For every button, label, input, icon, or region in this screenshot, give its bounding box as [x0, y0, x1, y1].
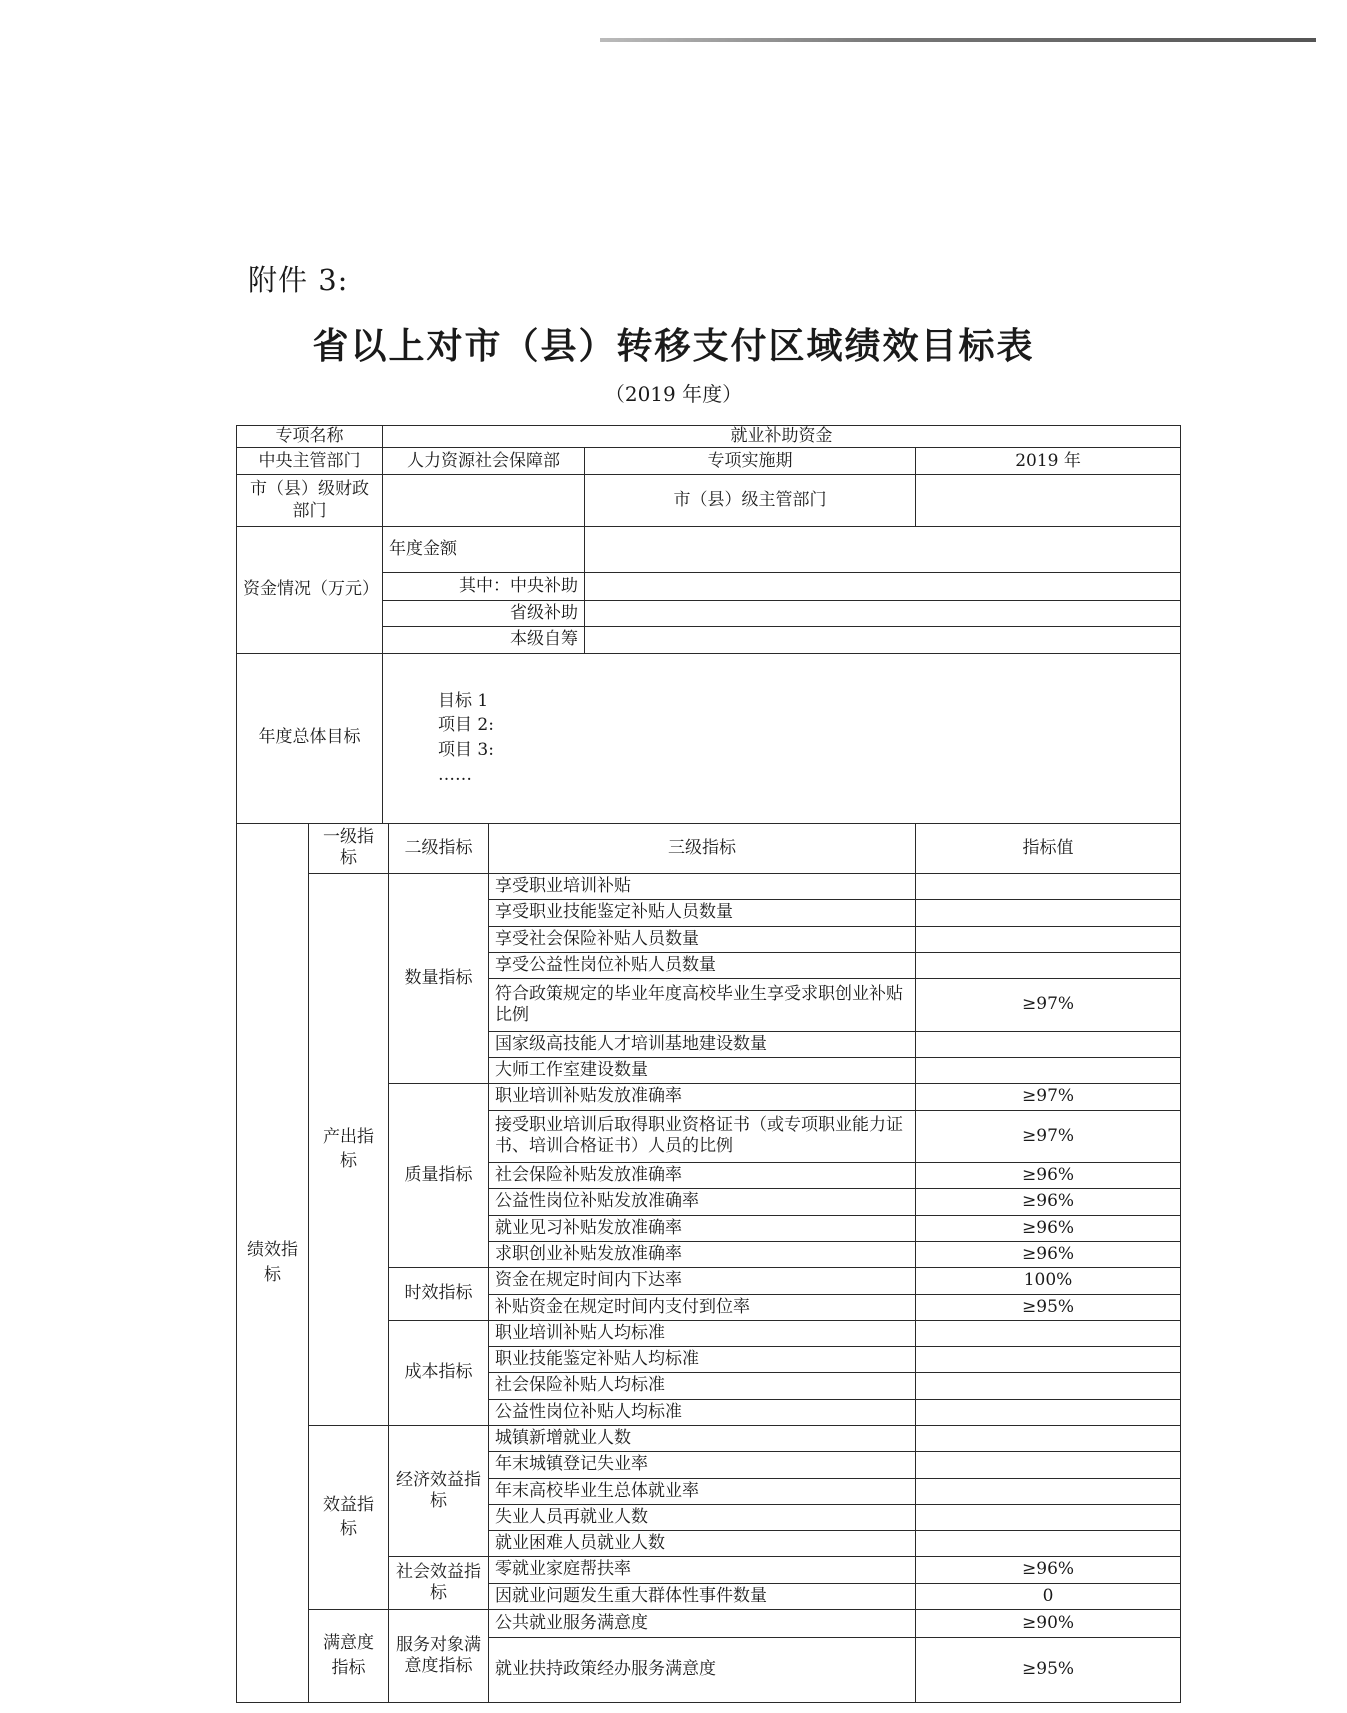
- funds-annual-label: 年度金额: [383, 527, 585, 572]
- funds-local-label: 本级自筹: [383, 627, 585, 653]
- output-indicator-label: 产出指标: [309, 874, 389, 1426]
- performance-target-table: [236, 425, 1181, 1703]
- indicator-name: 就业困难人员就业人数: [489, 1531, 916, 1557]
- col-value-header: 指标值: [916, 823, 1181, 874]
- indicator-value: [916, 1452, 1181, 1478]
- indicator-value: ≥95%: [916, 1638, 1181, 1703]
- funds-central-label: 其中：中央补助: [383, 572, 585, 600]
- project-name-value: 就业补助资金: [383, 426, 1181, 448]
- attachment-label: 附件 3:: [248, 263, 349, 297]
- document-subtitle: （2019 年度）: [604, 382, 743, 406]
- goal-item: ……: [438, 764, 472, 785]
- funds-local-value: [585, 627, 1181, 653]
- indicator-name: 符合政策规定的毕业年度高校毕业生享受求职创业补贴比例: [489, 979, 916, 1032]
- indicator-name: 公共就业服务满意度: [489, 1609, 916, 1637]
- funds-label: 资金情况（万元）: [237, 527, 383, 653]
- benefit-indicator-label: 效益指标: [309, 1425, 389, 1609]
- period-value: 2019 年: [916, 448, 1181, 474]
- goal-item: 项目 3:: [438, 740, 494, 761]
- indicator-name: 因就业问题发生重大群体性事件数量: [489, 1583, 916, 1609]
- social-indicator-label: 社会效益指标: [389, 1557, 489, 1610]
- indicator-name: 年末高校毕业生总体就业率: [489, 1478, 916, 1504]
- indicator-value: [916, 1031, 1181, 1057]
- indicator-name: 社会保险补贴人均标准: [489, 1373, 916, 1399]
- indicator-value: [916, 1347, 1181, 1373]
- indicator-value: ≥96%: [916, 1241, 1181, 1267]
- service-satisfaction-label: 服务对象满意度指标: [389, 1609, 489, 1702]
- document-title: 省以上对市（县）转移支付区域绩效目标表: [312, 326, 1035, 367]
- indicator-value: ≥96%: [916, 1215, 1181, 1241]
- funds-central-value: [585, 572, 1181, 600]
- indicator-name: 职业培训补贴发放准确率: [489, 1084, 916, 1110]
- satisfaction-indicator-label: 满意度指标: [309, 1609, 389, 1702]
- indicator-value: ≥96%: [916, 1557, 1181, 1583]
- goal-item: 目标 1: [438, 690, 489, 711]
- indicator-value: [916, 926, 1181, 952]
- timeliness-indicator-label: 时效指标: [389, 1268, 489, 1321]
- indicator-name: 职业培训补贴人均标准: [489, 1320, 916, 1346]
- col-level3-header: 三级指标: [489, 823, 916, 874]
- indicator-value: [916, 1373, 1181, 1399]
- period-label: 专项实施期: [585, 448, 916, 474]
- indicator-value: ≥96%: [916, 1163, 1181, 1189]
- indicator-value: [916, 1058, 1181, 1084]
- indicator-value: ≥97%: [916, 979, 1181, 1032]
- indicator-name: 公益性岗位补贴人均标准: [489, 1399, 916, 1425]
- indicator-value: [916, 900, 1181, 926]
- project-name-label: 专项名称: [237, 426, 383, 448]
- indicator-name: 零就业家庭帮扶率: [489, 1557, 916, 1583]
- indicator-name: 享受公益性岗位补贴人员数量: [489, 952, 916, 978]
- indicator-name: 职业技能鉴定补贴人均标准: [489, 1347, 916, 1373]
- indicator-value: ≥96%: [916, 1189, 1181, 1215]
- city-dept-label: 市（县）级主管部门: [585, 474, 916, 527]
- indicator-name: 享受职业培训补贴: [489, 874, 916, 900]
- indicator-value: [916, 1478, 1181, 1504]
- indicator-value: [916, 1399, 1181, 1425]
- goal-item: 项目 2:: [438, 715, 494, 736]
- quality-indicator-label: 质量指标: [389, 1084, 489, 1268]
- indicator-value: [916, 874, 1181, 900]
- central-dept-value: 人力资源社会保障部: [383, 448, 585, 474]
- indicator-value: ≥95%: [916, 1294, 1181, 1320]
- funds-provincial-label: 省级补助: [383, 601, 585, 627]
- city-finance-label: 市（县）级财政部门: [237, 474, 383, 527]
- indicator-name: 大师工作室建设数量: [489, 1058, 916, 1084]
- annual-goals-content: [383, 653, 1181, 823]
- indicator-value: [916, 1425, 1181, 1451]
- indicator-name: 补贴资金在规定时间内支付到位率: [489, 1294, 916, 1320]
- indicator-value: [916, 1320, 1181, 1346]
- indicator-name: 国家级高技能人才培训基地建设数量: [489, 1031, 916, 1057]
- indicator-name: 年末城镇登记失业率: [489, 1452, 916, 1478]
- annual-goals-label: 年度总体目标: [237, 653, 383, 823]
- indicator-name: 失业人员再就业人数: [489, 1504, 916, 1530]
- indicator-name: 接受职业培训后取得职业资格证书（或专项职业能力证书、培训合格证书）人员的比例: [489, 1110, 916, 1163]
- city-dept-value: [916, 474, 1181, 527]
- quantity-indicator-label: 数量指标: [389, 874, 489, 1084]
- perf-label: 绩效指标: [237, 823, 309, 1703]
- indicator-value: [916, 952, 1181, 978]
- indicator-value: [916, 1531, 1181, 1557]
- indicator-name: 城镇新增就业人数: [489, 1425, 916, 1451]
- indicator-value: ≥97%: [916, 1084, 1181, 1110]
- indicator-name: 享受职业技能鉴定补贴人员数量: [489, 900, 916, 926]
- economic-indicator-label: 经济效益指标: [389, 1425, 489, 1556]
- indicator-value: ≥97%: [916, 1110, 1181, 1163]
- funds-provincial-value: [585, 601, 1181, 627]
- indicator-name: 社会保险补贴发放准确率: [489, 1163, 916, 1189]
- cost-indicator-label: 成本指标: [389, 1320, 489, 1425]
- indicator-value: 0: [916, 1583, 1181, 1609]
- city-finance-value: [383, 474, 585, 527]
- indicator-name: 资金在规定时间内下达率: [489, 1268, 916, 1294]
- scan-top-line: [600, 38, 1316, 42]
- indicator-value: [916, 1504, 1181, 1530]
- indicator-name: 求职创业补贴发放准确率: [489, 1241, 916, 1267]
- central-dept-label: 中央主管部门: [237, 448, 383, 474]
- indicator-name: 就业扶持政策经办服务满意度: [489, 1638, 916, 1703]
- indicator-name: 享受社会保险补贴人员数量: [489, 926, 916, 952]
- col-level2-header: 二级指标: [389, 823, 489, 874]
- col-level1-header: 一级指标: [309, 823, 389, 874]
- indicator-name: 就业见习补贴发放准确率: [489, 1215, 916, 1241]
- indicator-value: 100%: [916, 1268, 1181, 1294]
- indicator-name: 公益性岗位补贴发放准确率: [489, 1189, 916, 1215]
- funds-annual-value: [585, 527, 1181, 572]
- indicator-value: ≥90%: [916, 1609, 1181, 1637]
